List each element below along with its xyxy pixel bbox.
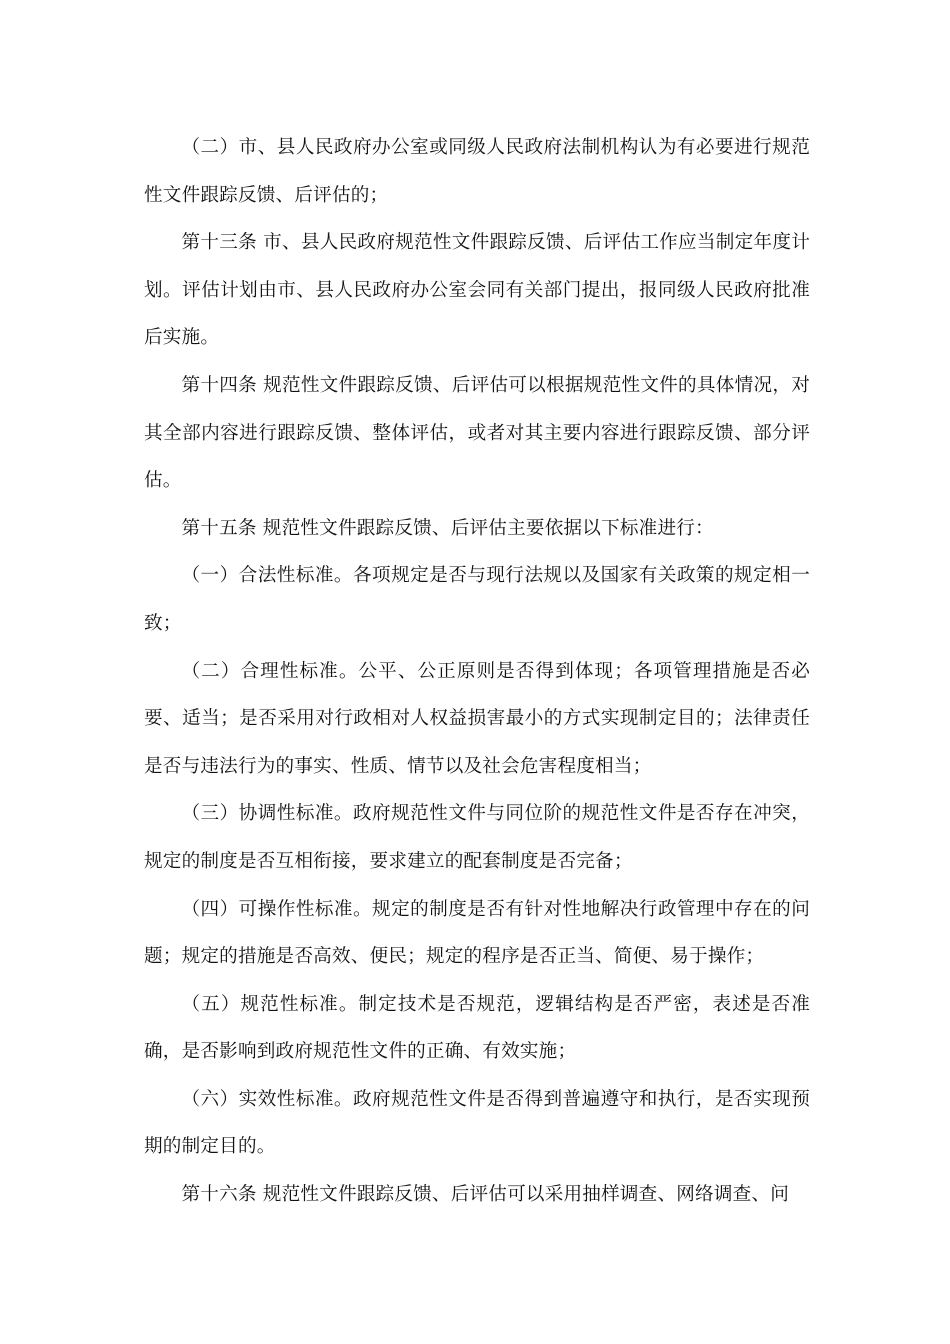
coordination-standard-item: （三）协调性标准。政府规范性文件与同位阶的规范性文件是否存在冲突，规定的制度是否互相衔接，要求建立的配套制度是否完备； (144, 803, 810, 872)
legality-standard-item: （一）合法性标准。各项规定是否与现行法规以及国家有关政策的规定相一致； (144, 565, 810, 634)
effectiveness-standard-item: （六）实效性标准。政府规范性文件是否得到普遍遵守和执行，是否实现预期的制定目的。 (144, 1088, 810, 1158)
operability-standard-item: （四）可操作性标准。规定的制度是否有针对性地解决行政管理中存在的问题；规定的措施是否高效、便民；规定的程序是否正当、简便、易于操作； (144, 898, 810, 968)
paragraph-item-2-continuation: （二）市、县人民政府办公室或同级人民政府法制机构认为有必要进行规范性文件跟踪反馈、后评估的； (144, 137, 810, 206)
article-14-paragraph: 第十四条 规范性文件跟踪反馈、后评估可以根据规范性文件的具体情况，对其全部内容进行跟踪反馈、整体评估，或者对其主要内容进行跟踪反馈、部分评估。 (144, 374, 810, 492)
document-page (144, 124, 810, 1219)
article-13-paragraph: 第十三条 市、县人民政府规范性文件跟踪反馈、后评估工作应当制定年度计划。评估计划由市、县人民政府办公室会同有关部门提出，报同级人民政府批准后实施。 (144, 232, 810, 349)
article-16-paragraph: 第十六条 规范性文件跟踪反馈、后评估可以采用抽样调查、网络调查、问 (181, 1184, 790, 1206)
reasonableness-standard-item: （二）合理性标准。公平、公正原则是否得到体现；各项管理措施是否必要、适当；是否采用对行政相对人权益损害最小的方式实现制定目的；法律责任是否与违法行为的事实、性质、情节以及社会危害程度相当； (144, 660, 810, 777)
normativity-standard-item: （五）规范性标准。制定技术是否规范，逻辑结构是否严密，表述是否准确，是否影响到政府规范性文件的正确、有效实施； (144, 993, 810, 1063)
article-15-paragraph: 第十五条 规范性文件跟踪反馈、后评估主要依据以下标准进行： (181, 517, 714, 539)
